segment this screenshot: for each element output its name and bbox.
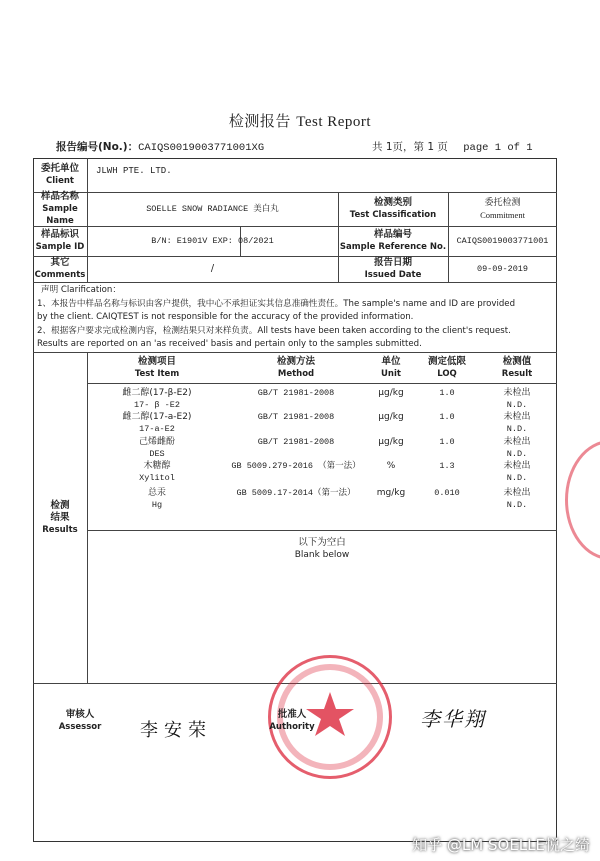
row-item: 木糖醇 Xylitol: [139, 461, 175, 483]
row-result: 未检出 N.D.: [503, 488, 531, 510]
row-item: 己烯雌酚 DES: [138, 437, 175, 459]
report-number-label: 报告编号(No.)：: [56, 141, 139, 153]
sample-id-label: 样品标识 Sample ID: [35, 229, 85, 252]
row-loq: 0.010: [434, 488, 460, 498]
row-loq: 1.3: [439, 461, 455, 471]
clarification-title: 声明 Clarification：: [41, 285, 121, 295]
header-test-item: 检测项目 Test Item: [134, 356, 180, 379]
test-class-label: 检测类别 Test Classification: [349, 197, 437, 220]
authority-label: 批准人 Authority: [269, 709, 315, 732]
results-section-label: 检测 结果 Results: [42, 499, 78, 535]
row-unit: μg/kg: [378, 437, 404, 447]
assessor-label: 审核人 Assessor: [58, 709, 102, 732]
header-result: 检测值 Result: [501, 356, 533, 379]
sample-name-value: SOELLE SNOW RADIANCE 美白丸: [146, 204, 279, 214]
issued-label: 报告日期 Issued Date: [364, 257, 422, 280]
header-method: 检测方法 Method: [276, 356, 315, 379]
row-result: 未检出 N.D.: [503, 437, 531, 459]
blank-below-note: 以下为空白 Blank below: [294, 537, 350, 560]
test-class-value: 委托检测 Commitment: [480, 198, 525, 220]
sample-ref-value: CAIQS0019003771001: [456, 236, 549, 246]
report-number: [56, 139, 264, 154]
page-cn: 共 1页，第 1 页: [372, 141, 448, 153]
row-unit: %: [386, 461, 396, 471]
header-unit: 单位 Unit: [381, 356, 401, 379]
report-title: [0, 110, 600, 131]
clarification-line: 1、本报告中样品名称与标识由客户提供，我中心不承担证实其信息准确性责任。The sample's name and ID are provided: [37, 299, 516, 309]
row-loq: 1.0: [439, 437, 455, 447]
row-item: 总汞 Hg: [147, 488, 166, 510]
page-indicator: [372, 139, 533, 154]
row-loq: 1.0: [439, 388, 455, 398]
issued-value: 09-09-2019: [476, 264, 528, 274]
comments-label: 其它 Comments: [34, 257, 86, 280]
comments-value: /: [210, 263, 215, 274]
row-unit: μg/kg: [378, 388, 404, 398]
sample-ref-label: 样品编号 Sample Reference No.: [339, 229, 447, 252]
title-en: Test Report: [296, 114, 372, 130]
row-unit: μg/kg: [378, 412, 404, 422]
clarification-line: Results are reported on an 'as received' basis and pertain only to the samples submitted.: [37, 339, 422, 349]
clarification-line: by the client. CAIQTEST is not responsible for the accuracy of the provided information.: [37, 312, 414, 322]
row-result: 未检出 N.D.: [503, 388, 531, 410]
client-label: 委托单位 Client: [40, 163, 79, 186]
row-result: 未检出 N.D.: [503, 461, 531, 483]
assessor-signature: 李安荣: [140, 720, 212, 741]
row-item: 雌二醇(17-β-E2) 17- β -E2: [122, 388, 192, 410]
row-method: GB 5009.279-2016 （第一法）: [231, 461, 361, 471]
row-method: GB/T 21981-2008: [257, 412, 335, 422]
sample-id-value: B/N: E1901V EXP: 08/2021: [151, 236, 274, 246]
page-en: page 1 of 1: [463, 142, 533, 154]
row-method: GB/T 21981-2008: [257, 388, 335, 398]
header-loq: 测定低限 LOQ: [427, 356, 466, 379]
row-loq: 1.0: [439, 412, 455, 422]
row-method: GB/T 21981-2008: [257, 437, 335, 447]
partial-seal: [565, 440, 600, 560]
row-item: 雌二醇(17-a-E2) 17-a-E2: [122, 412, 192, 434]
clarification-line: 2、根据客户要求完成检测内容，检测结果只对来样负责。All tests have been taken according to the client's request.: [37, 326, 511, 336]
report-number-value: CAIQS0019003771001XG: [138, 142, 265, 154]
watermark: 知乎 @LM SOELLE悦之绮: [412, 836, 590, 854]
title-cn: 检测报告: [228, 112, 291, 130]
client-value: JLWH PTE. LTD.: [96, 166, 172, 176]
row-unit: mg/kg: [376, 488, 406, 498]
sample-name-label: 样品名称 Sample Name: [40, 191, 79, 226]
authority-signature: 李华翔: [420, 707, 486, 731]
row-method: GB 5009.17-2014（第一法）: [236, 488, 356, 498]
row-result: 未检出 N.D.: [503, 412, 531, 434]
